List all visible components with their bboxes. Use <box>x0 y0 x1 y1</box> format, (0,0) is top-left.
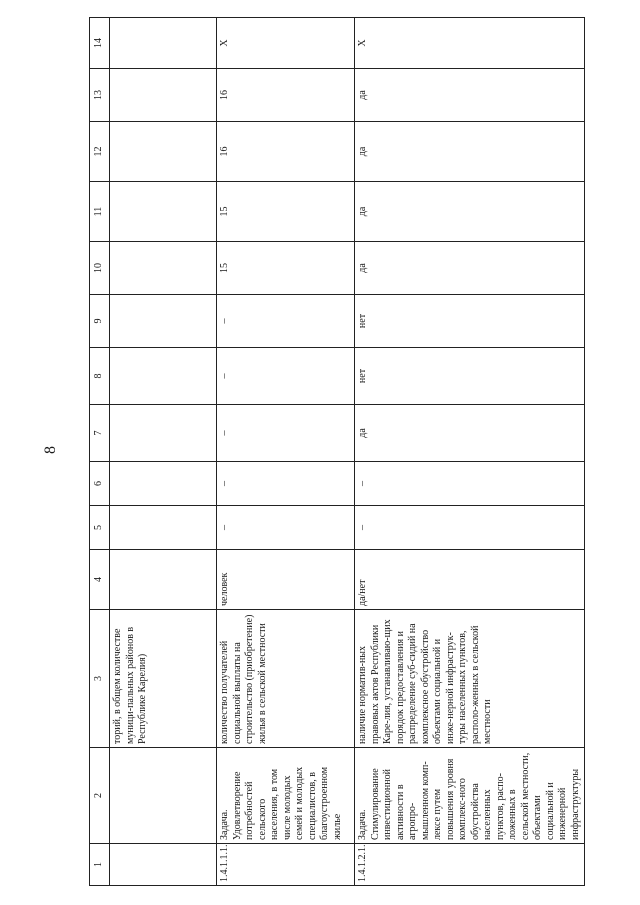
table-cell <box>110 550 217 610</box>
column-number: 13 <box>90 69 110 122</box>
value-cell: да <box>355 69 585 122</box>
column-number: 12 <box>90 122 110 182</box>
table-cell <box>110 506 217 550</box>
table-cell <box>110 295 217 348</box>
column-number: 3 <box>90 610 110 748</box>
row-number-cell: 1.4.1.1.1. <box>217 844 355 886</box>
table-row <box>217 18 355 886</box>
value-cell: 16 <box>217 69 355 122</box>
column-number: 1 <box>90 844 110 886</box>
value-cell: 15 <box>217 242 355 295</box>
table-cell <box>110 69 217 122</box>
value-cell: – <box>355 462 585 506</box>
indicator-name-cell: количество получателей социальной выплаты на строительство (приобретение) жилья в сельской местности <box>217 610 355 748</box>
value-cell: нет <box>355 295 585 348</box>
column-number: 6 <box>90 462 110 506</box>
table-cell <box>110 348 217 405</box>
table-cell <box>110 242 217 295</box>
table-cell <box>110 182 217 242</box>
unit-cell: человек <box>217 550 355 610</box>
value-cell: нет <box>355 348 585 405</box>
row-number-cell: 1.4.1.2.1. <box>355 844 585 886</box>
value-cell: да <box>355 405 585 462</box>
value-cell: – <box>217 506 355 550</box>
value-cell: да <box>355 122 585 182</box>
value-cell: – <box>355 506 585 550</box>
value-cell: да <box>355 242 585 295</box>
value-cell: – <box>217 295 355 348</box>
value-cell: – <box>217 462 355 506</box>
value-cell: – <box>217 405 355 462</box>
column-number: 8 <box>90 348 110 405</box>
value-cell: 16 <box>217 122 355 182</box>
value-cell: – <box>217 348 355 405</box>
table-row <box>110 18 217 886</box>
value-cell: 15 <box>217 182 355 242</box>
task-cell: Задача. Удовлетворение потребностей сельского населения, в том числе молодых семей и молодых специалистов, в благоустроенном жилье <box>217 748 355 844</box>
table-cell <box>110 748 217 844</box>
value-cell: да <box>355 182 585 242</box>
document-table-area <box>89 18 581 886</box>
indicator-name-cell: торий, в общем количестве муници-пальных районов в Республике Карелия) <box>110 610 217 748</box>
task-cell: Задача. Стимулирование инвестиционной активности в агропро-мышленном комп-лексе путем повышения уровня комплекс-ного обустройства населенных пунктов, распо-ложенных в сельской местности, объектами социальной и инженерной инфраструктуры <box>355 748 585 844</box>
indicator-name-cell: наличие норматив-ных правовых актов Республики Каре-лия, устанавливаю-щих порядок предоставления и распределение суб-сидий на комплексное обустройство объектами социальной и инже-нерной инфраструк-туры населенных пунктов, располо-женных в сельской местности <box>355 610 585 748</box>
cross-mark-cell: X <box>217 18 355 69</box>
table-cell <box>110 122 217 182</box>
cross-mark-cell: X <box>355 18 585 69</box>
column-number: 11 <box>90 182 110 242</box>
column-number: 7 <box>90 405 110 462</box>
column-number: 10 <box>90 242 110 295</box>
column-number: 9 <box>90 295 110 348</box>
table-cell <box>110 844 217 886</box>
column-number: 4 <box>90 550 110 610</box>
table-cell <box>110 405 217 462</box>
table-cell <box>110 18 217 69</box>
column-number: 14 <box>90 18 110 69</box>
indicators-table <box>89 17 585 886</box>
header-row <box>90 18 110 886</box>
table-cell <box>110 462 217 506</box>
table-row <box>355 18 585 886</box>
unit-cell: да/нет <box>355 550 585 610</box>
column-number: 5 <box>90 506 110 550</box>
page-number: 8 <box>42 446 59 454</box>
column-number: 2 <box>90 748 110 844</box>
